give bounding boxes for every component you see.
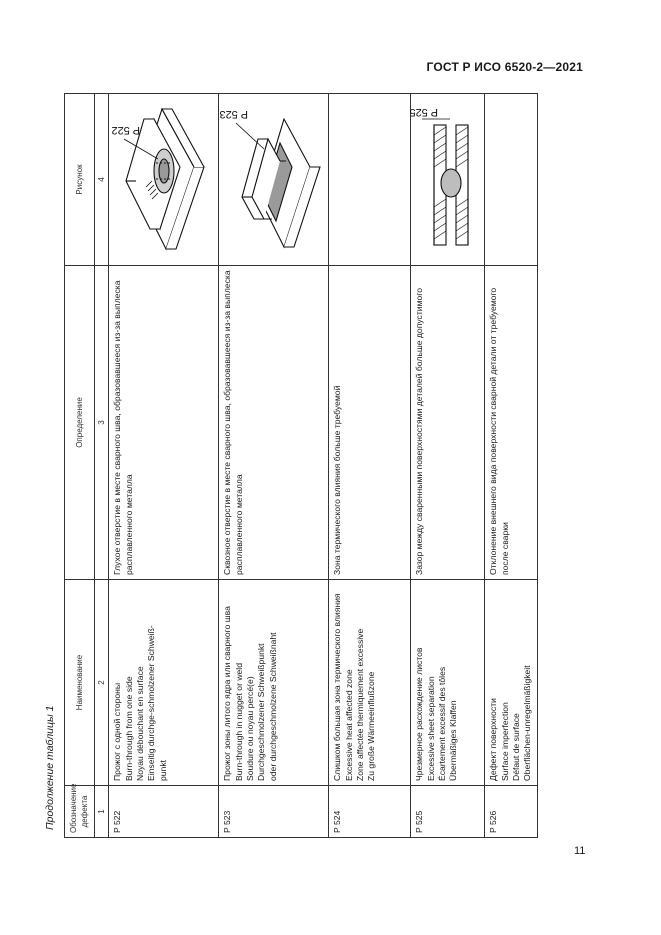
col-header-code: Обозначение дефекта (65, 786, 95, 838)
name-line: Чрезмерное расхождение листов (414, 647, 425, 781)
page-number: 11 (574, 845, 586, 857)
name-line: Einseitig durchge-schmolzener Schweiß- (146, 625, 157, 781)
defect-figure (485, 94, 538, 266)
name-line: Durchgeschmolzener Schweißpunkt (256, 643, 267, 781)
defect-definition: Отклонение внешнего вида поверхности сварной детали от требуемого после сварки (485, 266, 538, 580)
name-line: Прожог зоны литого ядра или сварного шва (222, 606, 233, 781)
name-line: punkt (157, 759, 168, 781)
name-line: Écartement excessif des tôles (437, 666, 448, 781)
name-line: oder durchgeschmolzene Schweißnaht (267, 632, 278, 781)
name-line: Oberflächen-unregelmäßigkeit (522, 665, 533, 781)
defect-name (485, 580, 538, 786)
defect-code: P 523 (219, 786, 329, 838)
figure-label: P 522 (111, 124, 140, 137)
col-header-figure: Рисунок (65, 94, 95, 266)
defect-definition: Зазор между сваренными поверхностями деталей больше допустимого (411, 266, 485, 580)
name-line: Übermäßiges Klaffen (448, 700, 459, 781)
burn-through-one-side-figure (111, 100, 214, 260)
defects-table-container (64, 94, 533, 838)
col-number: 2 (94, 580, 108, 786)
name-line: Слишком большая зона термического влияния (332, 593, 343, 781)
name-line: Burn-through from one side (123, 676, 134, 781)
defect-name (411, 580, 485, 786)
document-header: ГОСТ Р ИСО 6520-2—2021 (426, 60, 583, 74)
defect-name (109, 580, 219, 786)
name-line: Défaut de surface (511, 713, 522, 781)
name-line: Zu große Wärmeeinflußzone (366, 671, 377, 781)
defect-name (219, 580, 329, 786)
figure-label: P 525 (409, 106, 438, 119)
col-number: 4 (94, 94, 108, 266)
name-line: Zone affectée thermiquement excessive (355, 628, 366, 781)
col-number: 3 (94, 266, 108, 580)
defect-code: P 524 (329, 786, 411, 838)
defect-code: P 525 (411, 786, 485, 838)
table-row (411, 94, 485, 838)
name-line: Noyau débouchant en surface (135, 666, 146, 781)
name-line: Прожог с одной стороны (112, 682, 123, 781)
defect-definition: Глухое отверстие в месте сварного шва, образовавшееся из-за выплеска расплавленного металла (109, 266, 219, 580)
defect-name (329, 580, 411, 786)
name-line: Excessive heat affected zone (343, 669, 354, 781)
col-header-definition: Определение (65, 266, 95, 580)
table-row (109, 94, 219, 838)
table-row (329, 94, 411, 838)
table-row (219, 94, 329, 838)
defect-figure (329, 94, 411, 266)
figure-label: P 523 (219, 108, 248, 121)
defect-figure (219, 94, 329, 266)
defects-table (64, 93, 538, 838)
name-line: Surface imperfection (499, 702, 510, 781)
col-header-name: Наименование (65, 580, 95, 786)
table-row (485, 94, 538, 838)
defect-code: P 526 (485, 786, 538, 838)
name-line: Soudure ou noyau percé(e) (245, 676, 256, 781)
name-line: Excessive sheet separation (425, 676, 436, 781)
burn-through-nugget-figure (219, 100, 324, 260)
defect-figure (109, 94, 219, 266)
col-number: 1 (94, 786, 108, 838)
sheet-separation-figure (409, 100, 480, 260)
defect-code: P 522 (109, 786, 219, 838)
name-line: Burn-through in nugget or weld (233, 662, 244, 781)
defect-definition: Сквозное отверстие в месте сварного шва, образовавшееся из-за выплеска расплавленного металла (219, 266, 329, 580)
defect-definition: Зона термического влияния больше требуемой (329, 266, 411, 580)
name-line: Дефект поверхности (488, 698, 499, 781)
defect-figure (411, 94, 485, 266)
continuation-label: Продолжение таблицы 1 (44, 705, 56, 830)
